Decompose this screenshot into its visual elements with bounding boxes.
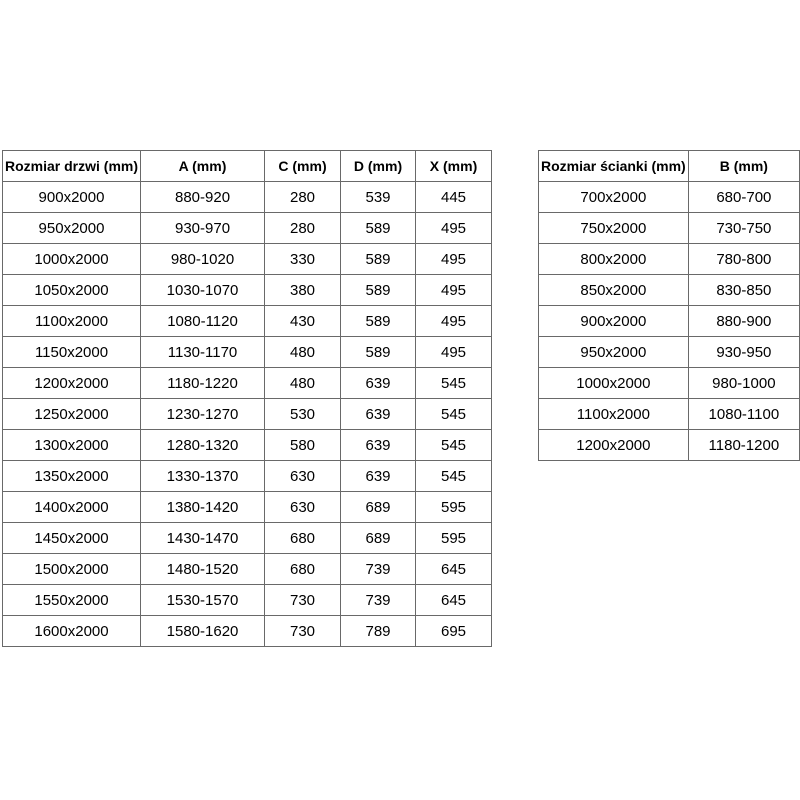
column-header: A (mm) <box>141 151 265 182</box>
column-header: X (mm) <box>416 151 492 182</box>
table-cell: 1430-1470 <box>141 523 265 554</box>
table-cell: 630 <box>265 492 341 523</box>
table-cell: 1280-1320 <box>141 430 265 461</box>
table-row <box>3 182 492 213</box>
table-cell: 1180-1220 <box>141 368 265 399</box>
table-cell: 780-800 <box>688 244 799 275</box>
table-cell: 495 <box>416 275 492 306</box>
table-cell: 530 <box>265 399 341 430</box>
table-cell: 589 <box>341 275 416 306</box>
table-row <box>539 244 800 275</box>
table-cell: 1000x2000 <box>3 244 141 275</box>
table-cell: 589 <box>341 306 416 337</box>
table-cell: 1600x2000 <box>3 616 141 647</box>
table-cell: 1250x2000 <box>3 399 141 430</box>
table-cell: 980-1000 <box>688 368 799 399</box>
table-cell: 589 <box>341 337 416 368</box>
table-cell: 739 <box>341 585 416 616</box>
table-cell: 639 <box>341 430 416 461</box>
table-cell: 1550x2000 <box>3 585 141 616</box>
table-row <box>3 213 492 244</box>
table-cell: 595 <box>416 523 492 554</box>
table-row <box>539 337 800 368</box>
column-header: Rozmiar ścianki (mm) <box>539 151 689 182</box>
table-cell: 495 <box>416 213 492 244</box>
table-cell: 495 <box>416 244 492 275</box>
table-row <box>539 275 800 306</box>
table-cell: 950x2000 <box>539 337 689 368</box>
table-cell: 800x2000 <box>539 244 689 275</box>
table-cell: 689 <box>341 523 416 554</box>
column-header: B (mm) <box>688 151 799 182</box>
table-cell: 1100x2000 <box>3 306 141 337</box>
table-cell: 689 <box>341 492 416 523</box>
table-cell: 1200x2000 <box>539 430 689 461</box>
table-cell: 980-1020 <box>141 244 265 275</box>
table-row <box>3 244 492 275</box>
table-row <box>3 461 492 492</box>
table-cell: 739 <box>341 554 416 585</box>
table-cell: 639 <box>341 368 416 399</box>
table-row <box>3 399 492 430</box>
table-cell: 430 <box>265 306 341 337</box>
table-cell: 750x2000 <box>539 213 689 244</box>
column-header: D (mm) <box>341 151 416 182</box>
table-cell: 280 <box>265 213 341 244</box>
table-cell: 1380-1420 <box>141 492 265 523</box>
table-cell: 630 <box>265 461 341 492</box>
table-cell: 595 <box>416 492 492 523</box>
table-cell: 1400x2000 <box>3 492 141 523</box>
table-header-row <box>539 151 800 182</box>
table-cell: 1100x2000 <box>539 399 689 430</box>
table-cell: 445 <box>416 182 492 213</box>
table-cell: 680 <box>265 554 341 585</box>
table-cell: 1580-1620 <box>141 616 265 647</box>
table-cell: 1480-1520 <box>141 554 265 585</box>
table-cell: 880-920 <box>141 182 265 213</box>
table-cell: 639 <box>341 399 416 430</box>
table-cell: 1450x2000 <box>3 523 141 554</box>
wall-panel-size-table <box>538 150 800 461</box>
table-cell: 330 <box>265 244 341 275</box>
table-row <box>539 430 800 461</box>
table-cell: 930-950 <box>688 337 799 368</box>
table-row <box>3 554 492 585</box>
table-cell: 645 <box>416 585 492 616</box>
table-row <box>3 616 492 647</box>
column-header: Rozmiar drzwi (mm) <box>3 151 141 182</box>
table-cell: 480 <box>265 337 341 368</box>
table-cell: 1030-1070 <box>141 275 265 306</box>
table-cell: 1180-1200 <box>688 430 799 461</box>
table-row <box>539 182 800 213</box>
table-cell: 495 <box>416 306 492 337</box>
table-cell: 930-970 <box>141 213 265 244</box>
table-cell: 950x2000 <box>3 213 141 244</box>
table-cell: 789 <box>341 616 416 647</box>
table-cell: 1330-1370 <box>141 461 265 492</box>
table-cell: 280 <box>265 182 341 213</box>
table-cell: 700x2000 <box>539 182 689 213</box>
table-row <box>3 585 492 616</box>
table-row <box>3 306 492 337</box>
table-row <box>3 368 492 399</box>
table-cell: 880-900 <box>688 306 799 337</box>
table-cell: 1080-1100 <box>688 399 799 430</box>
table-cell: 1300x2000 <box>3 430 141 461</box>
table-cell: 1200x2000 <box>3 368 141 399</box>
table-cell: 645 <box>416 554 492 585</box>
table-cell: 1530-1570 <box>141 585 265 616</box>
door-size-table <box>2 150 492 647</box>
table-cell: 1130-1170 <box>141 337 265 368</box>
table-cell: 1000x2000 <box>539 368 689 399</box>
table-row <box>539 213 800 244</box>
table-row <box>3 492 492 523</box>
table-cell: 900x2000 <box>3 182 141 213</box>
column-header: C (mm) <box>265 151 341 182</box>
table-cell: 480 <box>265 368 341 399</box>
table-cell: 695 <box>416 616 492 647</box>
table-cell: 545 <box>416 430 492 461</box>
table-cell: 380 <box>265 275 341 306</box>
table-cell: 830-850 <box>688 275 799 306</box>
table-cell: 1150x2000 <box>3 337 141 368</box>
table-row <box>539 306 800 337</box>
table-cell: 1080-1120 <box>141 306 265 337</box>
table-cell: 580 <box>265 430 341 461</box>
table-cell: 545 <box>416 399 492 430</box>
table-header-row <box>3 151 492 182</box>
table-row <box>539 399 800 430</box>
table-cell: 730-750 <box>688 213 799 244</box>
table-cell: 900x2000 <box>539 306 689 337</box>
table-cell: 1350x2000 <box>3 461 141 492</box>
table-cell: 1050x2000 <box>3 275 141 306</box>
table-cell: 730 <box>265 616 341 647</box>
table-cell: 545 <box>416 461 492 492</box>
table-cell: 680-700 <box>688 182 799 213</box>
table-row <box>3 523 492 554</box>
table-cell: 589 <box>341 244 416 275</box>
table-cell: 539 <box>341 182 416 213</box>
table-cell: 545 <box>416 368 492 399</box>
table-cell: 850x2000 <box>539 275 689 306</box>
table-row <box>3 275 492 306</box>
table-cell: 589 <box>341 213 416 244</box>
table-cell: 1500x2000 <box>3 554 141 585</box>
table-row <box>3 337 492 368</box>
table-cell: 495 <box>416 337 492 368</box>
table-cell: 1230-1270 <box>141 399 265 430</box>
table-row <box>3 430 492 461</box>
table-row <box>539 368 800 399</box>
table-cell: 730 <box>265 585 341 616</box>
table-cell: 639 <box>341 461 416 492</box>
table-cell: 680 <box>265 523 341 554</box>
